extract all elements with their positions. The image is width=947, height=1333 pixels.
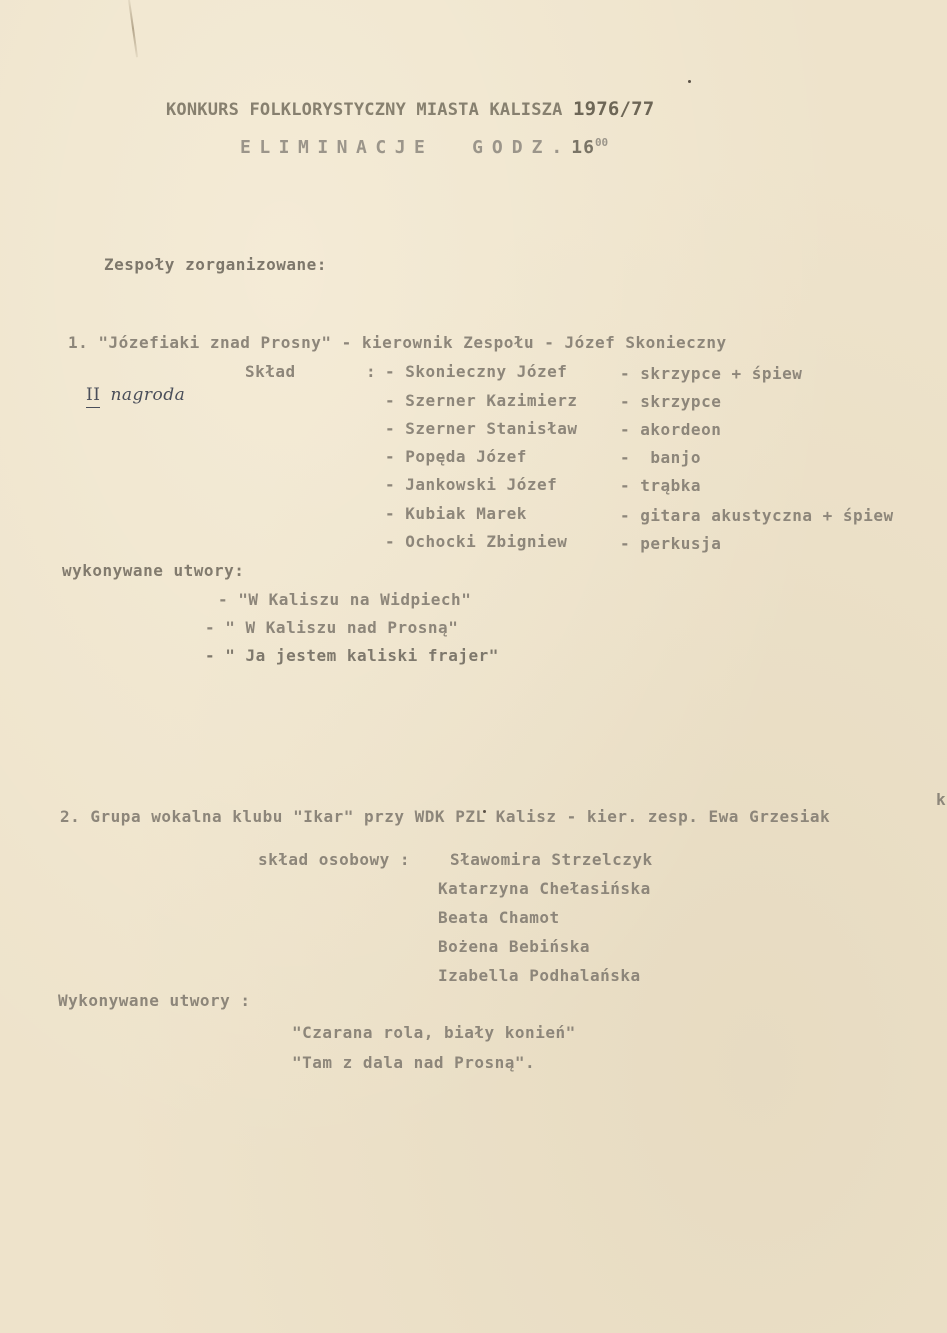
award-text: nagroda (110, 385, 186, 405)
group-2-leader-label: - kier. zesp. (566, 807, 699, 826)
member-instrument: - skrzypce + śpiew (620, 364, 803, 383)
member-name: - Kubiak Marek (385, 504, 527, 523)
document-title (166, 98, 654, 120)
group-1-composition-label: Skład (245, 362, 296, 381)
paper-crease (128, 0, 138, 57)
document-subtitle (240, 136, 608, 158)
member-instrument: - trąbka (620, 476, 702, 495)
member-name: - Ochocki Zbigniew (385, 532, 568, 551)
member-name: - Jankowski Józef (385, 475, 558, 494)
work-item: - " W Kaliszu nad Prosną" (205, 618, 459, 637)
member-instrument: - perkusja (620, 534, 722, 553)
group-1-composition-colon: : (366, 362, 377, 381)
subtitle-label: ELIMINACJE (240, 137, 434, 158)
group-1-name: "Józefiaki znad Prosny" (98, 333, 332, 352)
award-number: II (86, 385, 100, 408)
group-1-heading (68, 333, 727, 352)
title-year: 1976/77 (572, 98, 655, 120)
member-name: - Skonieczny Józef (385, 362, 568, 381)
group-2-composition-label: skład osobowy : (258, 850, 410, 869)
member-instrument: - banjo (620, 448, 702, 467)
group-2-name: Grupa wokalna klubu "Ikar" przy WDK PZL Kalisz (90, 807, 557, 826)
member-name: - Szerner Kazimierz (385, 391, 578, 410)
member-name: - Szerner Stanisław (385, 419, 578, 438)
member-name: Sławomira Strzelczyk (450, 850, 653, 869)
title-text: KONKURS FOLKLORYSTYCZNY MIASTA KALISZA (166, 100, 563, 120)
group-2-works-label: Wykonywane utwory : (58, 991, 251, 1010)
ink-spot (688, 80, 691, 83)
handwritten-note (86, 385, 185, 408)
member-instrument: - gitara akustyczna + śpiew (620, 506, 894, 525)
group-2-number: 2. (60, 807, 81, 826)
member-instrument: - skrzypce (620, 392, 722, 411)
member-name: Katarzyna Chełasińska (438, 879, 651, 898)
section-heading: Zespoły zorganizowane: (104, 255, 327, 274)
group-1-works-label: wykonywane utwory: (62, 561, 245, 580)
work-item: "Tam z dala nad Prosną". (292, 1053, 536, 1072)
edge-character: k (936, 790, 947, 809)
subtitle-hour: 16 (571, 137, 595, 158)
group-2-heading (60, 807, 830, 826)
subtitle-time-label: GODZ. (472, 137, 572, 158)
work-item: - "W Kaliszu na Widpiech" (218, 590, 472, 609)
work-item: - " Ja jestem kaliski frajer" (205, 646, 499, 665)
group-1-leader-label: - kierownik Zespołu - (341, 333, 555, 352)
member-name: Izabella Podhalańska (438, 966, 641, 985)
group-2-leader: Ewa Grzesiak (708, 807, 831, 826)
work-item: "Czarana rola, biały konień" (292, 1023, 576, 1042)
group-1-number: 1. (68, 333, 89, 352)
member-instrument: - akordeon (620, 420, 722, 439)
member-name: Bożena Bebińska (438, 937, 590, 956)
subtitle-minutes: 00 (594, 136, 609, 149)
member-name: Beata Chamot (438, 908, 560, 927)
group-1-leader: Józef Skonieczny (564, 333, 727, 352)
member-name: - Popęda Józef (385, 447, 527, 466)
